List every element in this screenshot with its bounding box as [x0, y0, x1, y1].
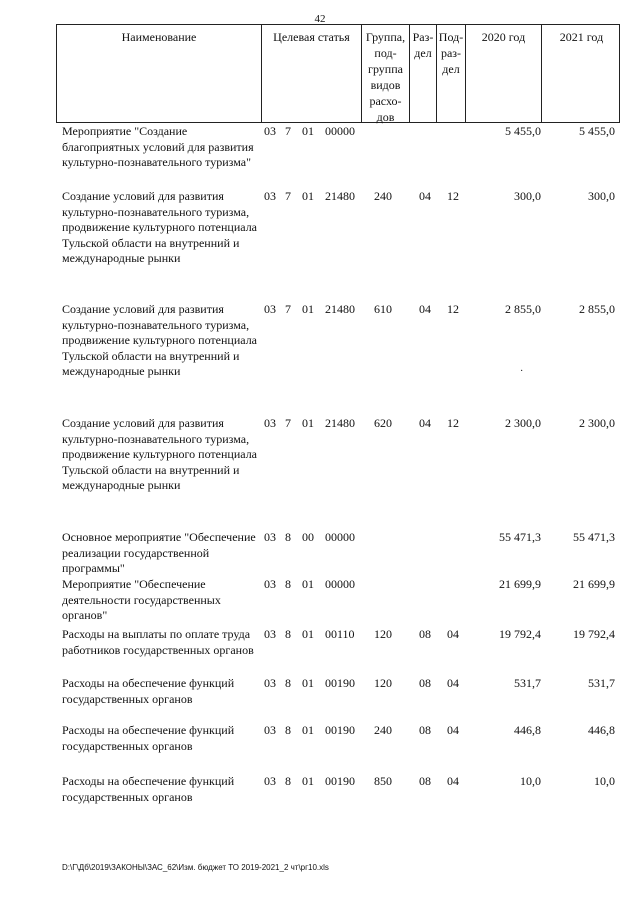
row-group: 850 [374, 774, 392, 788]
row-code-2: 7 [285, 189, 291, 203]
row-name: Расходы на обеспечение функций государственных органов [62, 723, 235, 753]
row-2020: 2 300,0 [505, 416, 541, 430]
row-code-3: 01 [302, 723, 314, 737]
row-podrazdel: 04 [447, 627, 459, 641]
row-code-4: 21480 [325, 302, 355, 316]
row-code-4: 00000 [325, 124, 355, 138]
row-razdel: 08 [419, 627, 431, 641]
row-name: Расходы на выплаты по оплате труда работников государственных органов [62, 627, 254, 657]
row-name: Создание условий для развития культурно-познавательного туризма, продвижение культурного потенциала Тульской области на внутренний и международные рынки [62, 189, 258, 265]
row-group: 120 [374, 627, 392, 641]
row-2020: 55 471,3 [499, 530, 541, 544]
row-podrazdel: 12 [447, 189, 459, 203]
row-razdel: 04 [419, 189, 431, 203]
row-name: Основное мероприятие "Обеспечение реализации государственной программы" [62, 530, 256, 575]
row-code-3: 01 [302, 302, 314, 316]
row-2020: 2 855,0 [505, 302, 541, 316]
row-code-4: 00190 [325, 723, 355, 737]
header-2021: 2021 год [559, 30, 604, 44]
row-group: 240 [374, 723, 392, 737]
row-2020: 19 792,4 [499, 627, 541, 641]
row-razdel: 04 [419, 416, 431, 430]
header-2020: 2020 год [466, 25, 542, 122]
header-name: Наименование [57, 25, 262, 122]
row-code-4: 00190 [325, 774, 355, 788]
row-podrazdel: 12 [447, 302, 459, 316]
row-razdel: 08 [419, 774, 431, 788]
row-name: Создание условий для развития культурно-познавательного туризма, продвижение культурного потенциала Тульской области на внутренний и международные рынки [62, 302, 258, 378]
row-2020: 300,0 [514, 189, 541, 203]
row-code-2: 8 [285, 676, 291, 690]
row-2020: 5 455,0 [505, 124, 541, 138]
row-podrazdel: 04 [447, 676, 459, 690]
row-code-1: 03 [264, 627, 276, 641]
row-2021: 446,8 [588, 723, 615, 737]
row-2021: 5 455,0 [579, 124, 615, 138]
row-name: Расходы на обеспечение функций государственных органов [62, 774, 235, 804]
row-2021: 19 792,4 [573, 627, 615, 641]
row-razdel: 04 [419, 302, 431, 316]
row-code-2: 8 [285, 577, 291, 591]
row-code-2: 8 [285, 774, 291, 788]
row-code-3: 00 [302, 530, 314, 544]
row-code-1: 03 [264, 189, 276, 203]
row-2021: 531,7 [588, 676, 615, 690]
row-code-4: 00000 [325, 530, 355, 544]
row-code-4: 00190 [325, 676, 355, 690]
row-razdel: 08 [419, 723, 431, 737]
row-2020: 531,7 [514, 676, 541, 690]
file-path-footer: D:\Г\Дб\2019\ЗАКОНЫ\ЗАС_62\Изм. бюджет ТО 2019-2021_2 чт\рг10.xls [62, 863, 329, 872]
row-podrazdel: 04 [447, 723, 459, 737]
row-group: 240 [374, 189, 392, 203]
row-code-4: 21480 [325, 416, 355, 430]
row-name: Мероприятие "Создание благоприятных условий для развития культурно-познавательного туризма" [62, 124, 254, 169]
stray-dot-mark: · [520, 366, 524, 377]
header-target: Целевая статья [262, 25, 362, 122]
row-name: Мероприятие "Обеспечение деятельности государственных органов" [62, 577, 221, 622]
row-code-1: 03 [264, 676, 276, 690]
row-2021: 2 300,0 [579, 416, 615, 430]
row-2021: 55 471,3 [573, 530, 615, 544]
row-code-1: 03 [264, 577, 276, 591]
row-code-1: 03 [264, 774, 276, 788]
row-2020: 10,0 [520, 774, 541, 788]
row-name: Создание условий для развития культурно-познавательного туризма, продвижение культурного потенциала Тульской области на внутренний и международные рынки [62, 416, 258, 492]
row-code-3: 01 [302, 577, 314, 591]
row-code-1: 03 [264, 302, 276, 316]
row-code-1: 03 [264, 416, 276, 430]
row-code-1: 03 [264, 124, 276, 138]
row-2021: 10,0 [594, 774, 615, 788]
row-code-2: 7 [285, 416, 291, 430]
row-code-1: 03 [264, 723, 276, 737]
row-group: 610 [374, 302, 392, 316]
row-code-4: 00110 [325, 627, 355, 641]
row-2021: 300,0 [588, 189, 615, 203]
row-2021: 21 699,9 [573, 577, 615, 591]
row-code-3: 01 [302, 627, 314, 641]
row-code-1: 03 [264, 530, 276, 544]
header-podrazdel: Под- раз- дел [437, 25, 466, 122]
row-podrazdel: 04 [447, 774, 459, 788]
row-code-4: 21480 [325, 189, 355, 203]
row-code-2: 8 [285, 627, 291, 641]
page-number: 42 [314, 13, 326, 25]
row-group: 620 [374, 416, 392, 430]
header-group: Группа, под- группа видов расхо- дов [362, 25, 410, 122]
row-name: Расходы на обеспечение функций государственных органов [62, 676, 235, 706]
row-code-3: 01 [302, 416, 314, 430]
row-code-3: 01 [302, 774, 314, 788]
row-code-2: 8 [285, 723, 291, 737]
row-2020: 446,8 [514, 723, 541, 737]
row-razdel: 08 [419, 676, 431, 690]
row-code-3: 01 [302, 189, 314, 203]
row-2021: 2 855,0 [579, 302, 615, 316]
row-code-2: 7 [285, 124, 291, 138]
row-code-3: 01 [302, 676, 314, 690]
row-code-4: 00000 [325, 577, 355, 591]
row-code-2: 8 [285, 530, 291, 544]
header-razdel: Раз- дел [410, 25, 437, 122]
row-podrazdel: 12 [447, 416, 459, 430]
row-code-3: 01 [302, 124, 314, 138]
row-group: 120 [374, 676, 392, 690]
row-2020: 21 699,9 [499, 577, 541, 591]
row-code-2: 7 [285, 302, 291, 316]
table-header [56, 24, 620, 123]
